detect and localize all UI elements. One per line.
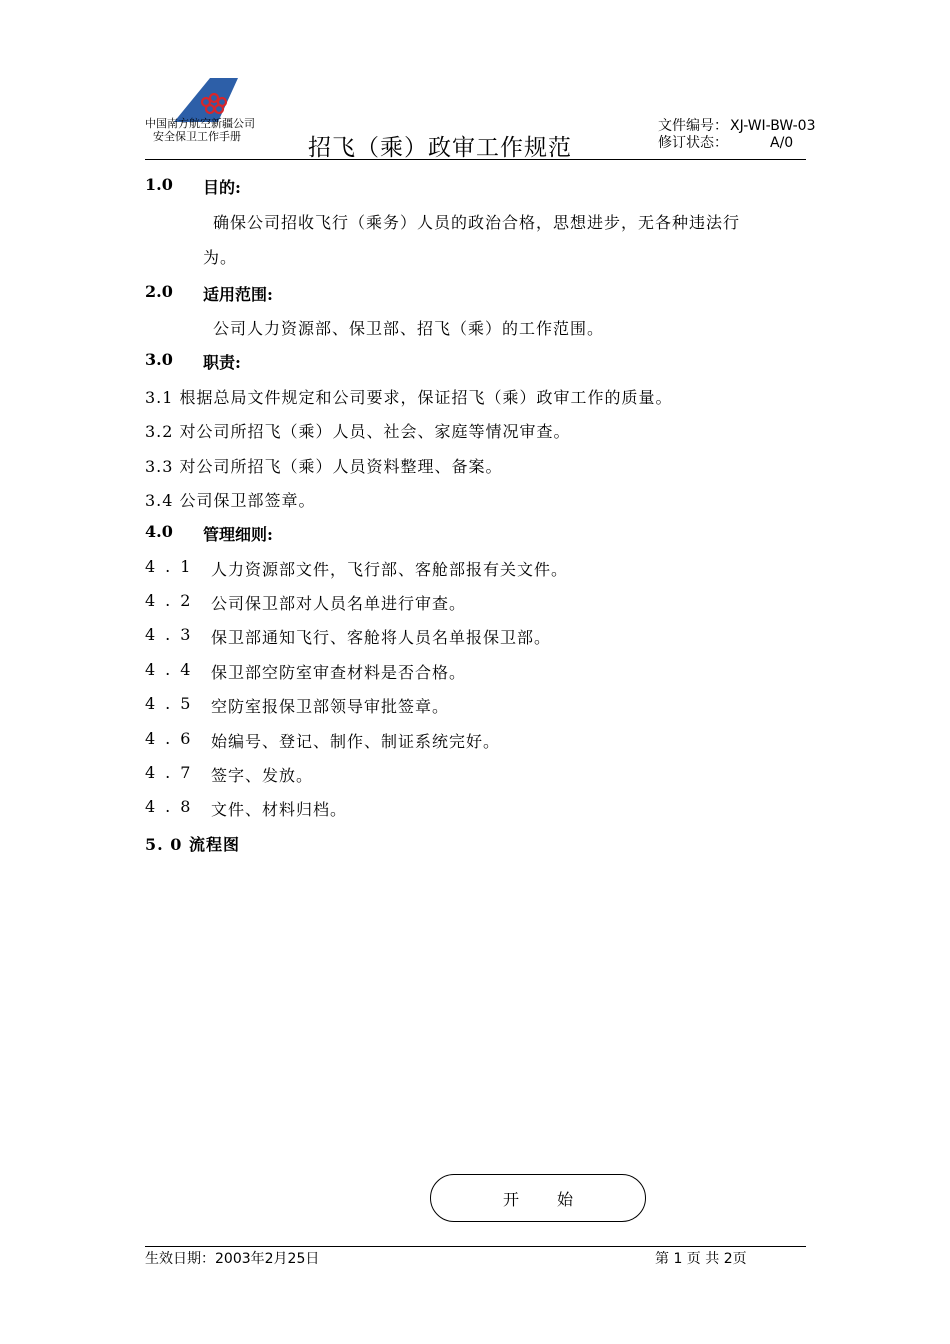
section-3-item: 3.3 对公司所招飞（乘）人员资料整理、备案。	[145, 457, 503, 476]
item-text: 签字、发放。	[211, 766, 314, 785]
header-divider	[145, 159, 806, 160]
doc-number-label: 文件编号：	[658, 118, 728, 134]
section-4-title: 管理细则:	[203, 525, 273, 544]
document-meta	[658, 118, 815, 152]
section-2-text: 公司人力资源部、保卫部、招飞（乘）的工作范围。	[213, 319, 605, 338]
revision-value: A/0	[770, 135, 794, 151]
section-4-item	[145, 763, 314, 785]
item-text: 空防室报保卫部领导审批签章。	[211, 697, 450, 716]
organization-name	[145, 117, 255, 143]
section-4-item	[145, 591, 467, 613]
item-number: 4.1	[145, 557, 201, 576]
section-4-item	[145, 797, 348, 819]
org-line-1: 中国南方航空新疆公司	[145, 117, 255, 130]
section-3-title: 职责:	[203, 353, 241, 372]
item-number: 4.5	[145, 694, 201, 713]
footer-divider	[145, 1246, 806, 1247]
document-title: 招飞（乘）政审工作规范	[308, 135, 572, 161]
section-5-heading: 5. 0 流程图	[145, 835, 240, 854]
section-3-item: 3.4 公司保卫部签章。	[145, 491, 316, 510]
section-4-item	[145, 729, 501, 751]
section-4-item	[145, 660, 467, 682]
item-text: 文件、材料归档。	[211, 800, 348, 819]
section-4-item	[145, 557, 569, 579]
section-4-item	[145, 625, 552, 647]
item-number: 4.3	[145, 625, 201, 644]
section-1-text-b: 为。	[203, 248, 238, 267]
section-2-number: 2.0	[145, 282, 173, 301]
section-1-heading	[145, 175, 241, 197]
section-4-item	[145, 694, 450, 716]
section-3-item: 3.1 根据总局文件规定和公司要求，保证招飞（乘）政审工作的质量。	[145, 388, 673, 407]
item-text: 始编号、登记、制作、制证系统完好。	[211, 732, 501, 751]
section-3-item: 3.2 对公司所招飞（乘）人员、社会、家庭等情况审查。	[145, 422, 571, 441]
section-4-heading	[145, 522, 273, 544]
item-number: 4.2	[145, 591, 201, 610]
org-line-2: 安全保卫工作手册	[153, 130, 241, 143]
item-number: 4.6	[145, 729, 201, 748]
item-number: 4.4	[145, 660, 201, 679]
item-text: 保卫部空防室审查材料是否合格。	[211, 663, 467, 682]
effective-date: 生效日期：2003年2月25日	[145, 1251, 320, 1267]
section-1-number: 1.0	[145, 175, 173, 194]
item-number: 4.8	[145, 797, 201, 816]
page-info: 第 1 页 共 2页	[655, 1251, 747, 1267]
section-3-heading	[145, 350, 241, 372]
section-4-number: 4.0	[145, 522, 173, 541]
revision-label: 修订状态：	[658, 135, 728, 151]
doc-number-value: XJ-WI-BW-03	[730, 118, 816, 134]
section-2-heading	[145, 282, 273, 304]
section-1-text-a: 确保公司招收飞行（乘务）人员的政治合格，思想进步，无各种违法行	[213, 213, 741, 232]
section-2-title: 适用范围:	[203, 285, 273, 304]
section-3-number: 3.0	[145, 350, 173, 369]
section-1-title: 目的:	[203, 178, 241, 197]
item-text: 人力资源部文件，飞行部、客舱部报有关文件。	[211, 560, 569, 579]
item-text: 公司保卫部对人员名单进行审查。	[211, 594, 467, 613]
item-text: 保卫部通知飞行、客舱将人员名单报保卫部。	[211, 628, 552, 647]
flowchart-start-node: 开始	[430, 1174, 646, 1222]
item-number: 4.7	[145, 763, 201, 782]
